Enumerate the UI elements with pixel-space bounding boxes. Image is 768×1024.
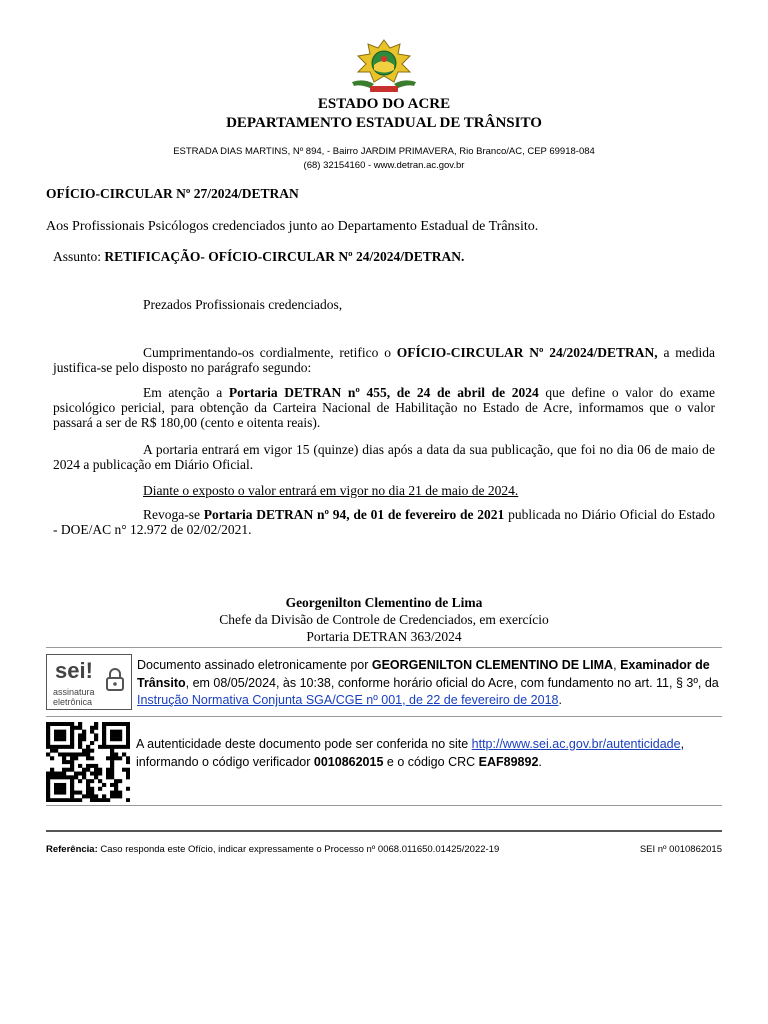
- subject-label: Assunto:: [53, 249, 102, 264]
- sei-number: SEI nº 0010862015: [639, 844, 722, 855]
- paragraph-1: Cumprimentando-os cordialmente, retifico o OFÍCIO-CIRCULAR Nº 24/2024/DETRAN, a medida justifica-se pelo disposto no parágrafo segundo:: [53, 345, 716, 375]
- reference-line: [46, 844, 499, 855]
- lock-icon: [105, 668, 125, 692]
- paragraph-3: A portaria entrará em vigor 15 (quinze) dias após a data da sua publicação, que foi no dia 06 de maio de 2024 a publicação em Diário Oficial.: [53, 442, 715, 472]
- authenticity-url-link[interactable]: http://www.sei.ac.gov.br/autenticidade: [471, 737, 681, 751]
- sei-logo-sub1: assinatura: [53, 687, 95, 697]
- header-address: ESTRADA DIAS MARTINS, Nº 894, - Bairro JARDIM PRIMAVERA, Rio Branco/AC, CEP 69918-084: [173, 146, 595, 157]
- divider: [46, 647, 722, 648]
- subject-line: Assunto: RETIFICAÇÃO- OFÍCIO-CIRCULAR Nº 24/2024/DETRAN.: [53, 249, 465, 264]
- signer-role: Chefe da Divisão de Controle de Credenciados, em exercício: [219, 612, 549, 627]
- greeting: Prezados Profissionais credenciados,: [143, 297, 343, 312]
- sei-logo-sub2: eletrônica: [53, 697, 93, 707]
- paragraph-2: Em atenção a Portaria DETRAN nº 455, de 24 de abril de 2024 que define o valor do exame psicológico pericial, para obtenção da Carteira Nacional de Habilitação no Estado de Acre, informamos que o valor passará a ser de R$ 180,00 (cento e oitenta reais).: [53, 385, 716, 430]
- state-title: ESTADO DO ACRE: [317, 96, 451, 112]
- department-title: DEPARTAMENTO ESTADUAL DE TRÂNSITO: [226, 115, 542, 131]
- subject-text: RETIFICAÇÃO- OFÍCIO-CIRCULAR Nº 24/2024/DETRAN: [104, 249, 461, 264]
- sei-signature-logo: [46, 654, 132, 710]
- reference-label: Referência:: [46, 844, 98, 855]
- instrucao-normativa-link[interactable]: Instrução Normativa Conjunta SGA/CGE nº 001, de 22 de fevereiro de 2018: [137, 693, 559, 707]
- divider: [46, 830, 722, 832]
- divider: [46, 716, 722, 717]
- signer-name: Georgenilton Clementino de Lima: [285, 595, 483, 610]
- electronic-signature-text: Documento assinado eletronicamente por GEORGENILTON CLEMENTINO DE LIMA, Examinador de Trânsito, em 08/05/2024, às 10:38, conforme horário oficial do Acre, com fundamento no art. 11, § 3º, da Instrução Normativa Conjunta SGA/CGE nº 001, de 22 de fevereiro de 2018.: [137, 658, 719, 707]
- reference-text: Caso responda este Ofício, indicar expressamente o Processo nº 0068.011650.01425/2022-19: [100, 844, 500, 855]
- authenticity-text: A autenticidade deste documento pode ser conferida no site http://www.sei.ac.gov.br/autenticidade, informando o código verificador 0010862015 e o código CRC EAF89892.: [136, 737, 685, 769]
- divider: [46, 805, 722, 806]
- qr-code-icon: [46, 722, 130, 802]
- header-contact: (68) 32154160 - www.detran.ac.gov.br: [303, 160, 465, 171]
- recipients-line: Aos Profissionais Psicólogos credenciados junto ao Departamento Estadual de Trânsito.: [46, 219, 539, 234]
- sei-logo-word: sei!: [55, 658, 93, 683]
- paragraph-4: Diante o exposto o valor entrará em vigor no dia 21 de maio de 2024.: [143, 483, 519, 498]
- state-seal-icon: [344, 38, 424, 96]
- signer-portaria: Portaria DETRAN 363/2024: [306, 629, 462, 644]
- document-number: OFÍCIO-CIRCULAR Nº 27/2024/DETRAN: [46, 186, 299, 201]
- paragraph-5: Revoga-se Portaria DETRAN nº 94, de 01 de fevereiro de 2021 publicada no Diário Oficial do Estado - DOE/AC n° 12.972 de 02/02/2021.: [53, 507, 716, 537]
